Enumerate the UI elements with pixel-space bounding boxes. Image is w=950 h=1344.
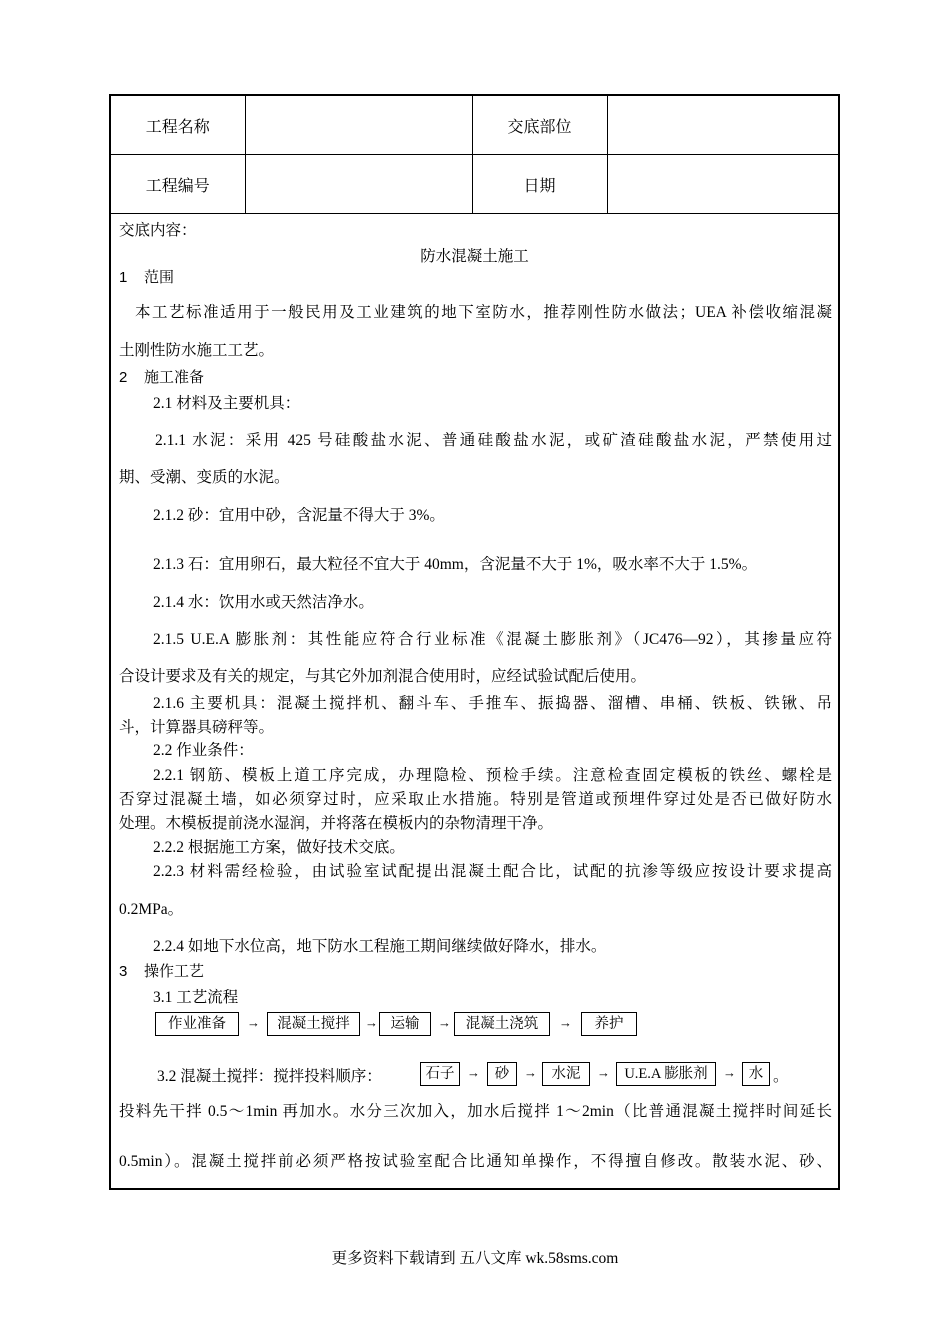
doc-title: 防水混凝土施工 xyxy=(420,248,529,265)
item-3-2-label: 3.2 混凝土搅拌：搅拌投料顺序： xyxy=(157,1068,382,1085)
date-field[interactable] xyxy=(607,155,838,214)
order-step-4: U.E.A 膨胀剂 xyxy=(616,1062,716,1086)
order-step-2: 砂 xyxy=(487,1062,517,1086)
item-2-2-2: 2.2.2 根据施工方案，做好技术交底。 xyxy=(153,839,405,856)
item-2-1-4: 2.1.4 水：饮用水或天然洁净水。 xyxy=(153,594,374,611)
order-step-5: 水 xyxy=(742,1062,770,1086)
item-2-1: 2.1 材料及主要机具： xyxy=(153,395,301,412)
item-2-1-5-b: 合设计要求及有关的规定，与其它外加剂混合使用时，应经试验试配后使用。 xyxy=(119,668,647,685)
item-2-2: 2.2 作业条件： xyxy=(153,742,254,759)
footer-note: 更多资料下载请到 五八文库 wk.58sms.com xyxy=(331,1250,619,1267)
section-3-title: 操作工艺 xyxy=(144,963,205,980)
item-2-2-1-a: 2.2.1 钢筋、模板上道工序完成，办理隐检、预检手续。注意检查固定模板的铁丝、螺栓是 xyxy=(153,767,832,784)
section-1-text-a: 本工艺标准适用于一般民用及工业建筑的地下室防水，推荐刚性防水做法；UEA 补偿收缩混凝 xyxy=(135,304,832,321)
project-no-field[interactable] xyxy=(245,155,472,214)
order-arrow-icon: → xyxy=(467,1065,480,1080)
flow-step-3: 运输 xyxy=(379,1012,431,1036)
project-name-field[interactable] xyxy=(245,96,472,155)
flow-arrow-icon: → xyxy=(365,1015,378,1030)
section-1-number: 1 xyxy=(119,269,128,286)
location-label: 交底部位 xyxy=(472,96,607,155)
order-period: 。 xyxy=(773,1068,789,1085)
header-table xyxy=(111,96,838,214)
section-2-title: 施工准备 xyxy=(144,369,205,386)
order-arrow-icon: → xyxy=(524,1065,537,1080)
section-1-text-b: 土刚性防水施工工艺。 xyxy=(119,342,275,359)
project-name-label: 工程名称 xyxy=(111,96,245,155)
section-3-number: 3 xyxy=(119,963,128,980)
item-2-2-1-c: 处理。木模板提前浇水湿润，并将落在模板内的杂物清理干净。 xyxy=(119,815,554,832)
item-2-2-3-b: 0.2MPa。 xyxy=(119,901,184,918)
item-2-1-6-a: 2.1.6 主要机具：混凝土搅拌机、翻斗车、手推车、振捣器、溜槽、串桶、铁板、铁锹、吊 xyxy=(153,695,832,712)
item-3-2-text-b: 0.5min）。混凝土搅拌前必须严格按试验室配合比通知单操作，不得擅自修改。散装水泥、砂、 xyxy=(119,1153,832,1170)
flow-step-2: 混凝土搅拌 xyxy=(267,1012,360,1036)
item-2-1-1-a: 2.1.1 水泥：采用 425 号硅酸盐水泥、普通硅酸盐水泥，或矿渣硅酸盐水泥，严禁使用过 xyxy=(155,432,832,449)
item-2-2-3-a: 2.2.3 材料需经检验，由试验室试配提出混凝土配合比，试配的抗渗等级应按设计要求提高 xyxy=(153,863,832,880)
header-row-2 xyxy=(111,155,838,214)
item-2-1-5-a: 2.1.5 U.E.A 膨胀剂：其性能应符合行业标准《混凝土膨胀剂》（JC476—92），其掺量应符 xyxy=(153,631,832,648)
section-2-heading xyxy=(119,366,204,387)
location-field[interactable] xyxy=(607,96,838,155)
flow-arrow-icon: → xyxy=(438,1015,451,1030)
section-1-title: 范围 xyxy=(144,269,175,286)
flow-step-1: 作业准备 xyxy=(155,1012,239,1036)
order-step-1: 石子 xyxy=(420,1062,460,1086)
item-2-1-3: 2.1.3 石：宜用卵石，最大粒径不宜大于 40mm，含泥量不大于 1%，吸水率不大于 1.5%。 xyxy=(153,556,758,573)
item-2-1-6-b: 斗，计算器具磅秤等。 xyxy=(119,719,275,736)
intro-label: 交底内容： xyxy=(119,222,197,239)
section-1-heading xyxy=(119,266,174,287)
order-step-3: 水泥 xyxy=(542,1062,590,1086)
section-3-heading xyxy=(119,960,204,981)
section-2-number: 2 xyxy=(119,369,128,386)
flow-step-4: 混凝土浇筑 xyxy=(454,1012,550,1036)
document-frame xyxy=(109,94,840,1190)
flow-arrow-icon: → xyxy=(559,1015,572,1030)
flow-arrow-icon: → xyxy=(247,1015,260,1030)
item-3-2-text-a: 投料先干拌 0.5～1min 再加水。水分三次加入，加水后搅拌 1～2min（比普通混凝土搅拌时间延长 xyxy=(119,1103,832,1120)
flow-step-5: 养护 xyxy=(581,1012,637,1036)
order-arrow-icon: → xyxy=(597,1065,610,1080)
project-no-label: 工程编号 xyxy=(111,155,245,214)
item-3-1: 3.1 工艺流程 xyxy=(153,989,239,1006)
date-label: 日期 xyxy=(472,155,607,214)
header-row-1 xyxy=(111,96,838,155)
item-2-1-1-b: 期、受潮、变质的水泥。 xyxy=(119,469,290,486)
item-2-2-1-b: 否穿过混凝土墙，如必须穿过时，应采取止水措施。特别是管道或预埋件穿过处是否已做好防水 xyxy=(119,791,832,808)
item-2-1-2: 2.1.2 砂：宜用中砂，含泥量不得大于 3%。 xyxy=(153,507,445,524)
order-arrow-icon: → xyxy=(723,1065,736,1080)
item-2-2-4: 2.2.4 如地下水位高，地下防水工程施工期间继续做好降水，排水。 xyxy=(153,938,607,955)
